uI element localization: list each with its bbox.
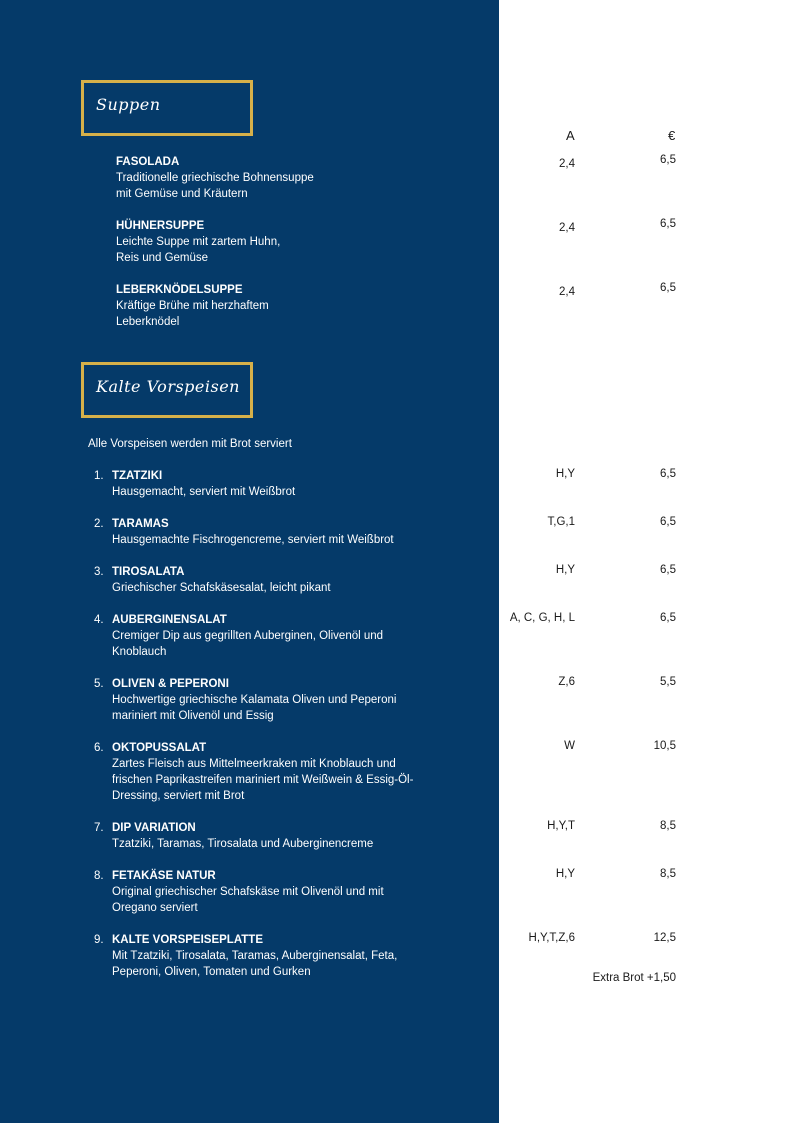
item-allergens: T,G,1 xyxy=(547,516,575,528)
menu-item-oktopussalat xyxy=(88,740,423,804)
item-desc: Oregano serviert xyxy=(112,902,198,914)
item-price: 5,5 xyxy=(660,676,676,688)
item-allergens: W xyxy=(564,740,575,752)
menu-item-taramas xyxy=(88,516,423,548)
item-desc: Zartes Fleisch aus Mittelmeerkraken mit Knoblauch und xyxy=(112,758,396,770)
item-name: TARAMAS xyxy=(112,518,169,530)
item-name: FETAKÄSE NATUR xyxy=(112,870,216,882)
item-price: 8,5 xyxy=(660,868,676,880)
item-price: 6,5 xyxy=(660,218,676,230)
item-number: 6. xyxy=(94,742,104,754)
item-price: 6,5 xyxy=(660,468,676,480)
allergens-header: A xyxy=(566,128,575,143)
item-allergens: Z,6 xyxy=(558,676,575,688)
item-allergens: H,Y,T,Z,6 xyxy=(528,932,575,944)
item-desc: Reis und Gemüse xyxy=(116,252,209,264)
menu-item-auberginensalat xyxy=(88,612,423,660)
section-box-cold-starters xyxy=(81,362,253,418)
item-price: 6,5 xyxy=(660,612,676,624)
item-name: AUBERGINENSALAT xyxy=(112,614,227,626)
item-name: TZATZIKI xyxy=(112,470,163,482)
item-name: OKTOPUSSALAT xyxy=(112,742,207,754)
item-name: DIP VARIATION xyxy=(112,822,196,834)
item-desc: Traditionelle griechische Bohnensuppe xyxy=(116,172,314,184)
item-number: 1. xyxy=(94,470,104,482)
section-title-soups: Suppen xyxy=(96,95,161,114)
item-price: 6,5 xyxy=(660,282,676,294)
item-name: LEBERKNÖDELSUPPE xyxy=(116,284,243,296)
item-price: 6,5 xyxy=(660,516,676,528)
extra-bread-note: Extra Brot +1,50 xyxy=(592,972,676,984)
item-number: 9. xyxy=(94,934,104,946)
item-name: KALTE VORSPEISEPLATTE xyxy=(112,934,264,946)
menu-item-fetakaese-natur xyxy=(88,868,423,916)
item-desc: Original griechischer Schafskäse mit Olivenöl und mit xyxy=(112,886,384,898)
item-price: 6,5 xyxy=(660,154,676,166)
item-desc: Hochwertige griechische Kalamata Oliven und Peperoni xyxy=(112,694,397,706)
menu-item-tirosalata xyxy=(88,564,423,596)
item-desc: Leberknödel xyxy=(116,316,180,328)
menu-item-tzatziki xyxy=(88,468,423,500)
item-number: 2. xyxy=(94,518,104,530)
item-desc: Kräftige Brühe mit herzhaftem xyxy=(116,300,269,312)
item-desc: frischen Paprikastreifen mariniert mit Weißwein & Essig-Öl- xyxy=(112,774,414,786)
item-desc: Knoblauch xyxy=(112,646,167,658)
section-title-cold-starters: Kalte Vorspeisen xyxy=(96,377,240,396)
item-allergens: H,Y xyxy=(555,868,575,880)
item-desc: Griechischer Schafskäsesalat, leicht pikant xyxy=(112,582,331,594)
item-allergens: A, C, G, H, L xyxy=(509,612,575,624)
item-number: 3. xyxy=(94,566,104,578)
item-price: 10,5 xyxy=(653,740,676,752)
item-desc: Cremiger Dip aus gegrillten Auberginen, Olivenöl und xyxy=(112,630,384,642)
item-name: TIROSALATA xyxy=(112,566,185,578)
price-header: € xyxy=(668,128,676,143)
menu-item-leberknoedelsuppe xyxy=(116,282,356,330)
item-desc: Hausgemacht, serviert mit Weißbrot xyxy=(112,486,296,498)
item-number: 8. xyxy=(94,870,104,882)
item-desc: mariniert mit Olivenöl und Essig xyxy=(112,710,274,722)
item-price: 8,5 xyxy=(660,820,676,832)
item-allergens: 2,4 xyxy=(559,222,575,234)
item-price: 6,5 xyxy=(660,564,676,576)
item-number: 5. xyxy=(94,678,104,690)
item-number: 7. xyxy=(94,822,104,834)
menu-item-kalte-vorspeiseplatte xyxy=(88,932,423,980)
menu-item-fasolada xyxy=(116,154,356,202)
menu-item-oliven-peperoni xyxy=(88,676,423,724)
section-note: Alle Vorspeisen werden mit Brot serviert xyxy=(88,438,292,450)
item-allergens: H,Y xyxy=(555,564,575,576)
item-price: 12,5 xyxy=(653,932,676,944)
item-allergens: H,Y xyxy=(555,468,575,480)
item-desc: Hausgemachte Fischrogencreme, serviert mit Weißbrot xyxy=(112,534,394,546)
item-desc: Tzatziki, Taramas, Tirosalata und Auberginencreme xyxy=(112,838,374,850)
menu-item-dip-variation xyxy=(88,820,423,852)
item-allergens: 2,4 xyxy=(559,286,575,298)
item-desc: mit Gemüse und Kräutern xyxy=(116,188,248,200)
item-name: OLIVEN & PEPERONI xyxy=(112,678,229,690)
item-desc: Peperoni, Oliven, Tomaten und Gurken xyxy=(112,966,311,978)
item-name: FASOLADA xyxy=(116,156,180,168)
item-desc: Leichte Suppe mit zartem Huhn, xyxy=(116,236,281,248)
item-allergens: H,Y,T xyxy=(547,820,575,832)
item-number: 4. xyxy=(94,614,104,626)
menu-item-huehnersuppe xyxy=(116,218,356,266)
item-desc: Mit Tzatziki, Tirosalata, Taramas, Auberginensalat, Feta, xyxy=(112,950,398,962)
item-name: HÜHNERSUPPE xyxy=(116,220,205,232)
section-box-soups xyxy=(81,80,253,136)
item-desc: Dressing, serviert mit Brot xyxy=(112,790,245,802)
item-allergens: 2,4 xyxy=(559,158,575,170)
